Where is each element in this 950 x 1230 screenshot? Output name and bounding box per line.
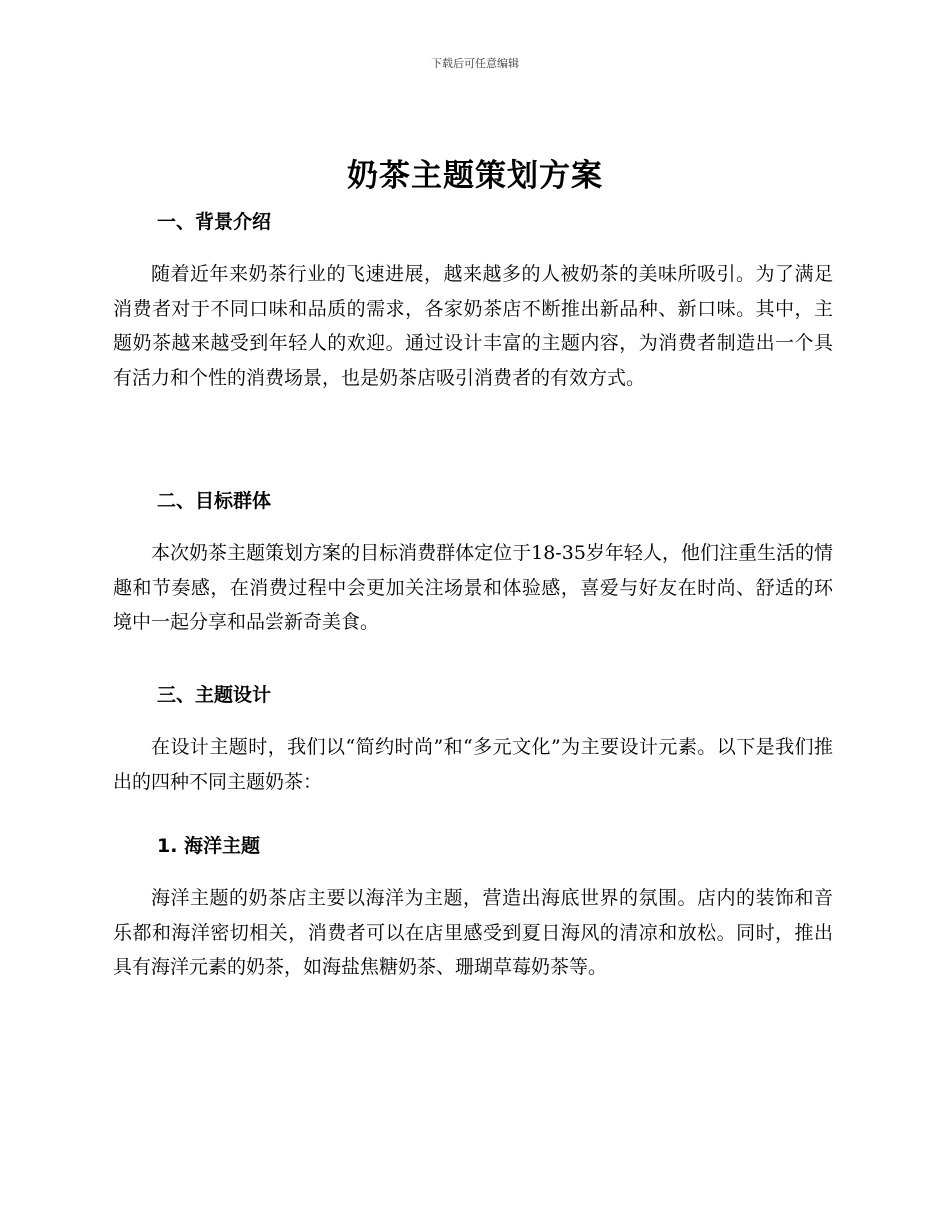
document-title: 奶茶主题策划方案 <box>347 158 603 194</box>
paragraph-theme-design: 在设计主题时，我们以“简约时尚”和“多元文化”为主要设计元素。以下是我们推出的四种不同主题奶茶： <box>113 736 833 793</box>
paragraph-ocean-theme: 海洋主题的奶茶店主要以海洋为主题，营造出海底世界的氛围。店内的装饰和音乐都和海洋密切相关，消费者可以在店里感受到夏日海风的清凉和放松。同时，推出具有海洋元素的奶茶，如海盐焦糖奶茶、珊瑚草莓奶茶等。 <box>113 887 833 978</box>
section-heading-target-group: 二、目标群体 <box>157 490 272 512</box>
section-heading-theme-design: 三、主题设计 <box>157 684 272 706</box>
header-note: 下载后可任意编辑 <box>431 57 519 70</box>
paragraph-target-group: 本次奶茶主题策划方案的目标消费群体定位于18-35岁年轻人，他们注重生活的情趣和节奏感，在消费过程中会更加关注场景和体验感，喜爱与好友在时尚、舒适的环境中一起分享和品尝新奇美食。 <box>113 542 833 633</box>
section-heading-ocean-theme: 1. 海洋主题 <box>157 835 261 857</box>
paragraph-background: 随着近年来奶茶行业的飞速进展，越来越多的人被奶茶的美味所吸引。为了满足消费者对于不同口味和品质的需求，各家奶茶店不断推出新品种、新口味。其中，主题奶茶越来越受到年轻人的欢迎。通过设计丰富的主题内容，为消费者制造出一个具有活力和个性的消费场景，也是奶茶店吸引消费者的有效方式。 <box>113 263 833 389</box>
section-heading-background: 一、背景介绍 <box>157 211 272 233</box>
